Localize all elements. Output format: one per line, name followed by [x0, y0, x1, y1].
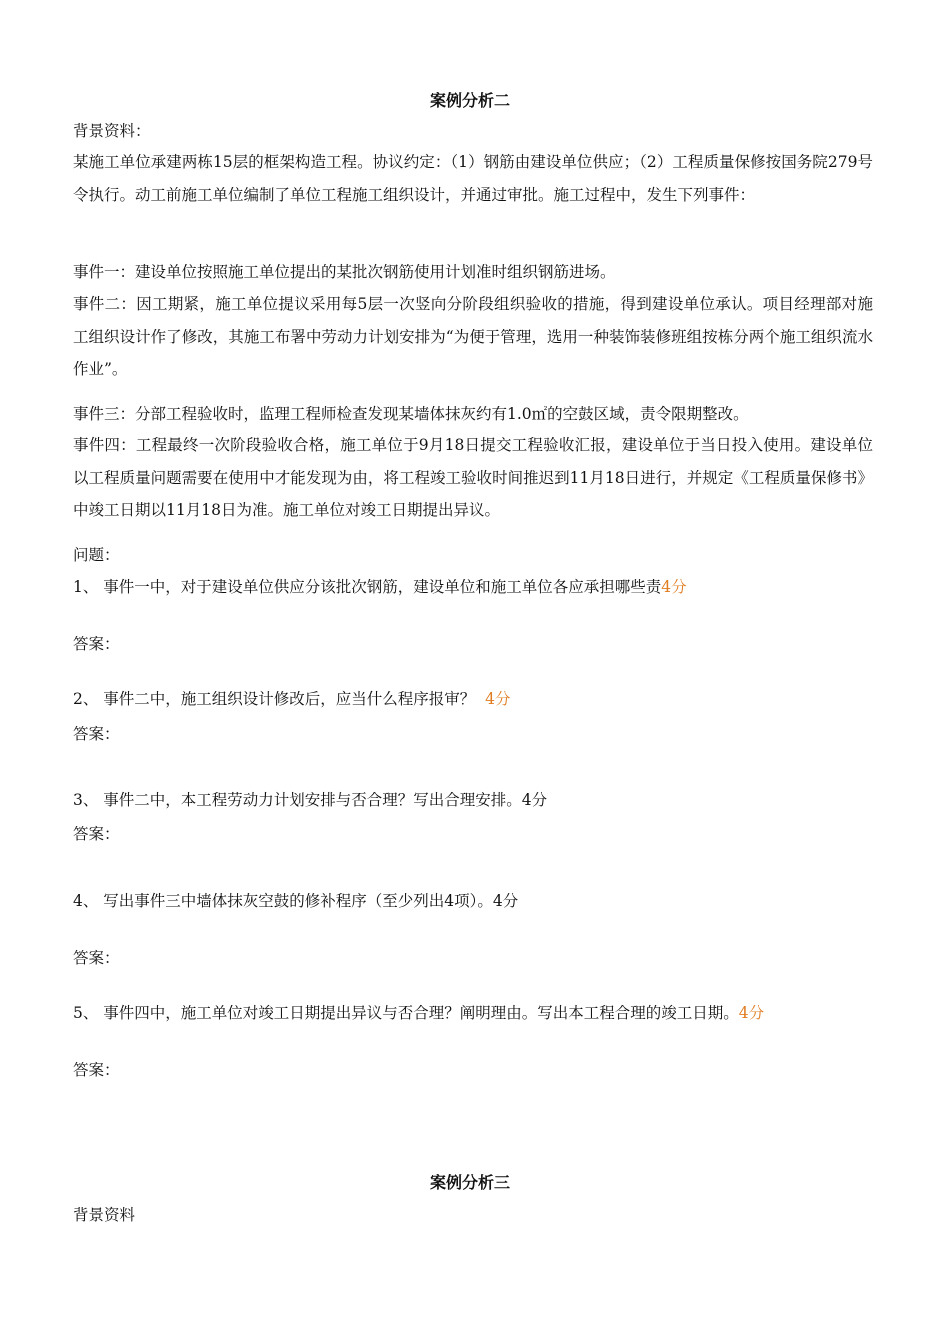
question-3-text: 3、 事件二中，本工程劳动力计划安排与否合理？写出合理安排。4分 [73, 791, 548, 809]
question-4 [73, 890, 873, 912]
question-5-text: 5、 事件四中，施工单位对竣工日期提出异议与否合理？阐明理由。写出本工程合理的竣工日期。 [73, 1004, 739, 1022]
answer-2-label: 答案： [73, 725, 120, 743]
case2-background-label: 背景资料： [73, 122, 151, 140]
question-1-text: 1、 事件一中，对于建设单位供应分该批次钢筋，建设单位和施工单位各应承担哪些责 [73, 578, 662, 596]
question-2 [73, 688, 873, 710]
case2-event-1: 事件一：建设单位按照施工单位提出的某批次钢筋使用计划准时组织钢筋进场。 [73, 263, 616, 281]
question-1 [73, 576, 873, 598]
case2-event-3: 事件三：分部工程验收时，监理工程师检查发现某墙体抹灰约有1.0㎡的空鼓区域，责令限期整改。 [73, 405, 749, 423]
question-1-points: 4分 [661, 578, 687, 596]
question-4-text: 4、 写出事件三中墙体抹灰空鼓的修补程序（至少列出4项）。4分 [73, 892, 519, 910]
case2-title: 案例分析二 [429, 91, 510, 110]
question-2-text: 2、 事件二中，施工组织设计修改后，应当什么程序报审？ [73, 690, 486, 708]
case2-intro: 某施工单位承建两栋15层的框架构造工程。协议约定：（1）钢筋由建设单位供应；（2）工程质量保修按国务院279号令执行。动工前施工单位编制了单位工程施工组织设计，并通过审批。施工过程中，发生下列事件： [73, 153, 873, 204]
question-5 [73, 1002, 873, 1024]
question-5-points: 4分 [738, 1004, 765, 1022]
answer-3-label: 答案： [73, 825, 120, 843]
answer-5-label: 答案： [73, 1061, 120, 1079]
answer-4-label: 答案： [73, 949, 120, 967]
case2-event-2: 事件二：因工期紧，施工单位提议采用每5层一次竖向分阶段组织验收的措施，得到建设单位承认。项目经理部对施工组织设计作了修改，其施工布署中劳动力计划安排为“为便于管理，选用一种装饰装修班组按栋分两个施工组织流水作业”。 [73, 295, 873, 378]
case3-title: 案例分析三 [429, 1173, 510, 1192]
questions-label: 问题： [73, 546, 120, 564]
question-2-points: 4分 [485, 690, 511, 708]
answer-1-label: 答案： [73, 635, 120, 653]
case2-event-4: 事件四：工程最终一次阶段验收合格，施工单位于9月18日提交工程验收汇报，建设单位于当日投入使用。建设单位以工程质量问题需要在使用中才能发现为由，将工程竣工验收时间推迟到11月18日进行，并规定《工程质量保修书》中竣工日期以11月18日为准。施工单位对竣工日期提出异议。 [73, 436, 873, 519]
case3-background-label: 背景资料 [73, 1206, 136, 1224]
question-3 [73, 789, 873, 811]
